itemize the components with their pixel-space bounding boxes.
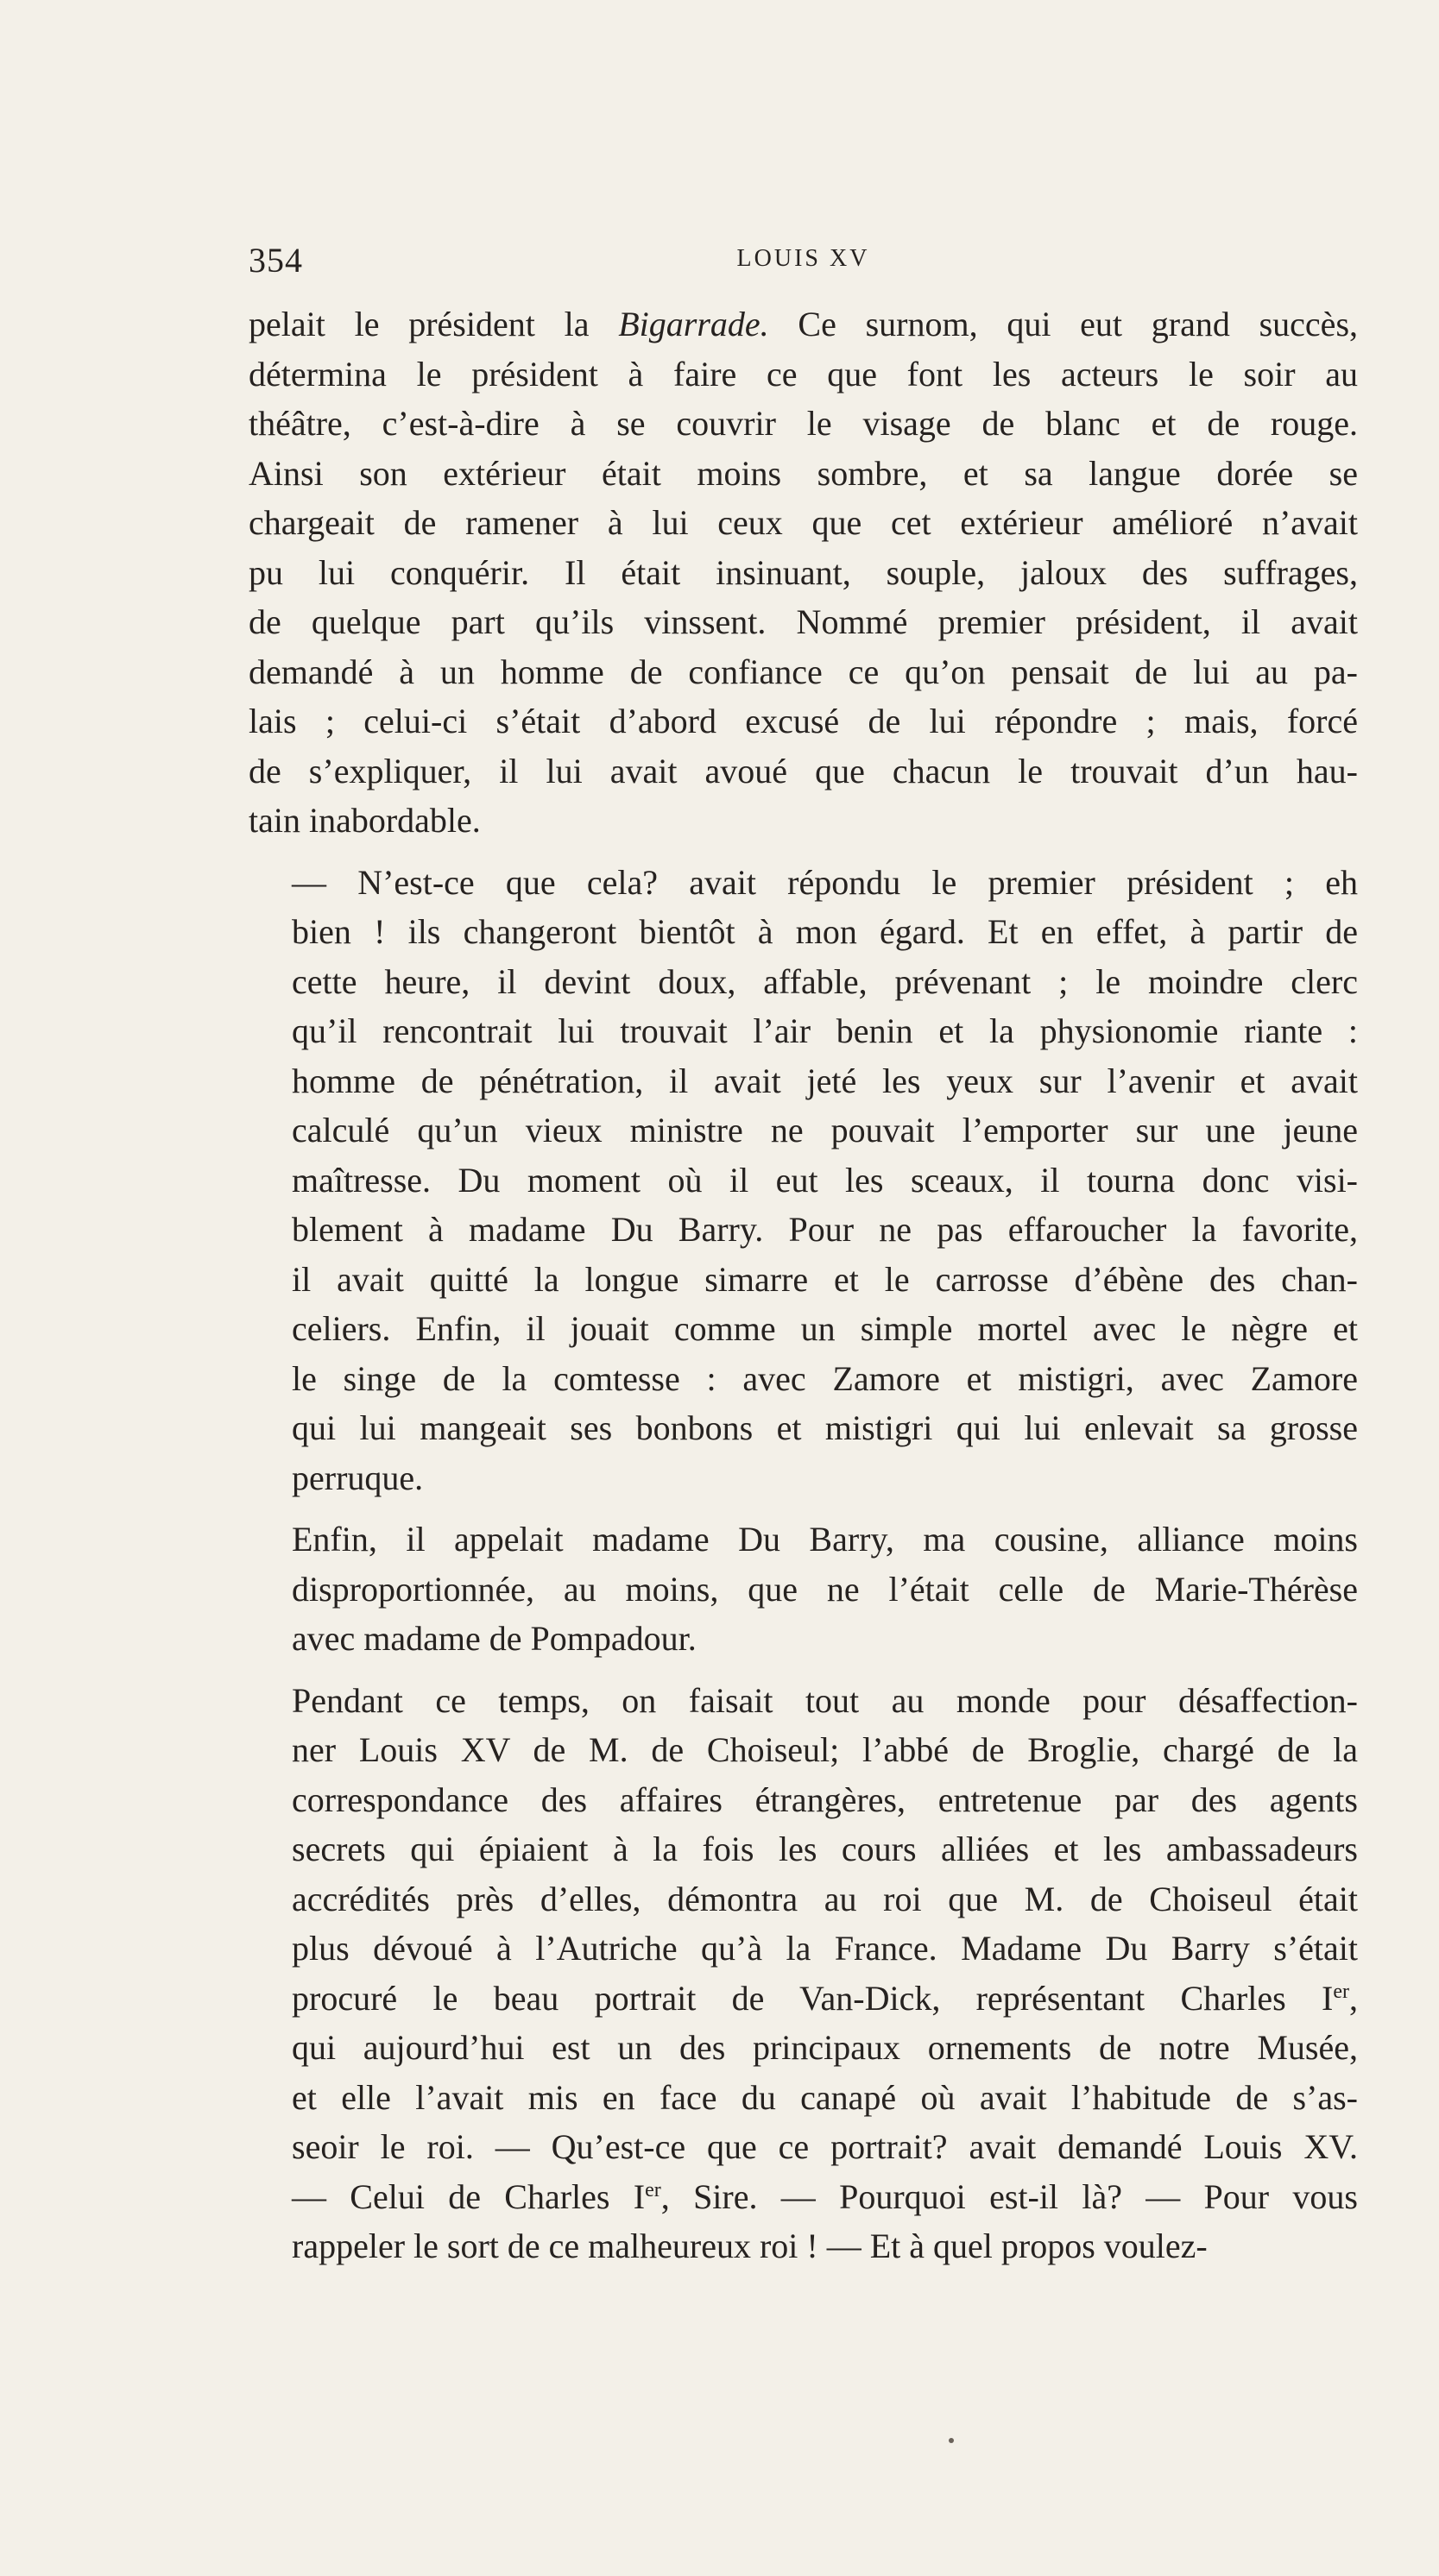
text-line: qui lui mangeait ses bonbons et mistigri qui lui enlevait sa grosse xyxy=(292,1408,1358,1447)
text-line xyxy=(249,2172,1358,2222)
text-line: Enfin, il appelait madame Du Barry, ma cousine, alliance moins xyxy=(292,1520,1358,1559)
text-line: — N’est-ce que cela? avait répondu le premier président ; eh xyxy=(292,862,1358,902)
superscript: er xyxy=(1333,1980,1349,2003)
text-line: théâtre, c’est-à-dire à se couvrir le visage de blanc et de rouge. xyxy=(249,404,1358,443)
text-line: avec madame de Pompadour. xyxy=(292,1619,697,1658)
paragraph xyxy=(249,299,1358,846)
text-line: demandé à un homme de confiance ce qu’on pensait de lui au pa- xyxy=(249,652,1358,691)
text-segment: — Celui de Charles I xyxy=(292,2176,646,2216)
text-line: détermina le président à faire ce que font les acteurs le soir au xyxy=(249,354,1358,394)
text-line xyxy=(249,299,1358,350)
text-line: chargeait de ramener à lui ceux que cet extérieur amélioré n’avait xyxy=(249,503,1358,542)
paragraph xyxy=(249,858,1358,1503)
text-line: bien ! ils changeront bientôt à mon égard. Et en effet, à partir de xyxy=(292,912,1358,951)
text-line: correspondance des affaires étrangères, entretenue par des agents xyxy=(292,1779,1358,1819)
text-line: cette heure, il devint doux, affable, prévenant ; le moindre clerc xyxy=(292,961,1358,1001)
italic-term: Bigarrade. xyxy=(618,305,769,343)
text-line: secrets qui épiaient à la fois les cours alliées et les ambassadeurs xyxy=(292,1830,1358,1868)
paragraph xyxy=(249,1515,1358,1664)
page-header xyxy=(249,240,1358,283)
text-line: il avait quitté la longue simarre et le carrosse d’ébène des chan- xyxy=(292,1259,1358,1299)
text-line: celiers. Enfin, il jouait comme un simple mortel avec le nègre et xyxy=(292,1309,1358,1348)
text-line: Pendant ce temps, on faisait tout au monde pour désaffection- xyxy=(292,1680,1358,1720)
text-line: pu lui conquérir. Il était insinuant, souple, jaloux des suffrages, xyxy=(249,552,1358,592)
text-line: seoir le roi. — Qu’est-ce que ce portrait? avait demandé Louis XV. xyxy=(292,2127,1358,2166)
text-line: de s’expliquer, il lui avait avoué que chacun le trouvait d’un hau- xyxy=(249,751,1358,790)
paragraph xyxy=(249,1676,1358,2271)
text-line xyxy=(249,1974,1358,2024)
body-text xyxy=(249,299,1358,2271)
text-line: lais ; celui-ci s’était d’abord excusé de lui répondre ; mais, forcé xyxy=(249,702,1358,740)
text-line: rappeler le sort de ce malheureux roi ! — Et à quel propos voulez- xyxy=(292,2226,1208,2265)
text-line: qui aujourd’hui est un des principaux ornements de notre Musée, xyxy=(292,2028,1358,2067)
text-line: qu’il rencontrait lui trouvait l’air benin et la physionomie riante : xyxy=(292,1011,1358,1050)
superscript: er xyxy=(645,2178,661,2201)
text-segment: pelait le président la xyxy=(249,305,619,343)
text-line: homme de pénétration, il avait jeté les yeux sur l’avenir et avait xyxy=(292,1061,1358,1100)
text-line: et elle l’avait mis en face du canapé où avait l’habitude de s’as- xyxy=(292,2077,1358,2117)
text-line: disproportionnée, au moins, que ne l’était celle de Marie-Thérèse xyxy=(292,1569,1358,1609)
text-line: le singe de la comtesse : avec Zamore et mistigri, avec Zamore xyxy=(292,1358,1358,1398)
text-line: tain inabordable. xyxy=(249,801,481,840)
text-line: perruque. xyxy=(292,1458,424,1497)
text-segment: , Sire. — Pourquoi est-il là? — Pour vous xyxy=(660,2176,1358,2216)
text-segment: Ce surnom, qui eut grand succès, xyxy=(768,305,1359,343)
text-line: Ainsi son extérieur était moins sombre, et sa langue dorée se xyxy=(249,453,1358,493)
text-line: blement à madame Du Barry. Pour ne pas effaroucher la favorite, xyxy=(292,1210,1358,1249)
text-segment: , xyxy=(1349,1978,1358,2018)
ink-speck xyxy=(949,2438,954,2443)
running-title: LOUIS XV xyxy=(736,245,870,272)
text-line: accrédités près d’elles, démontra au roi que M. de Choiseul était xyxy=(292,1879,1358,1918)
text-segment: procuré le beau portrait de Van-Dick, représentant Charles I xyxy=(292,1978,1334,2018)
text-line: ner Louis XV de M. de Choiseul; l’abbé de Broglie, chargé de la xyxy=(292,1730,1358,1769)
text-line: de quelque part qu’ils vinssent. Nommé premier président, il avait xyxy=(249,602,1358,641)
page-number: 354 xyxy=(249,241,303,280)
text-line: maîtresse. Du moment où il eut les sceaux, il tourna donc visi- xyxy=(292,1160,1358,1200)
text-line: plus dévoué à l’Autriche qu’à la France. Madame Du Barry s’était xyxy=(292,1929,1358,1968)
text-line: calculé qu’un vieux ministre ne pouvait l’emporter sur une jeune xyxy=(292,1111,1358,1149)
